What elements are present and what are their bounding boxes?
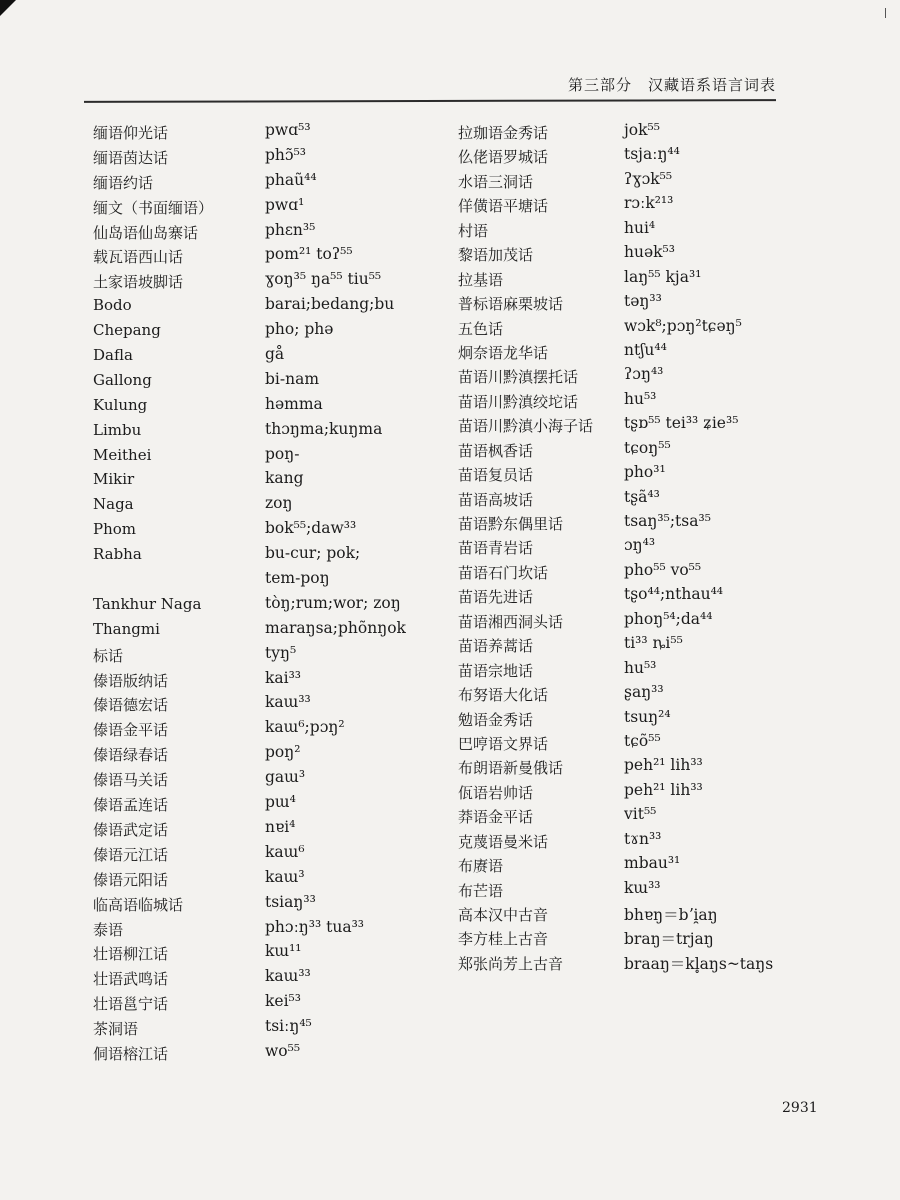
word-form: phɔ̃⁵³ <box>265 145 307 164</box>
word-form: tɤn³³ <box>624 829 662 848</box>
word-entry <box>93 593 423 618</box>
language-name: Meithei <box>93 445 152 464</box>
word-entry <box>93 319 423 344</box>
language-name: Bodo <box>93 296 132 315</box>
word-entry <box>93 867 423 892</box>
word-entry <box>93 468 423 493</box>
word-entry <box>93 269 423 294</box>
word-entry <box>458 242 838 266</box>
language-name: 缅语仰光话 <box>93 124 169 142</box>
language-name: 巴哼语文界话 <box>458 734 549 753</box>
word-form: gå <box>265 345 285 364</box>
word-form: pho⁵⁵ vo⁵⁵ <box>624 560 702 579</box>
word-entry <box>458 218 838 242</box>
word-form: pho³¹ <box>624 463 666 482</box>
language-name: 五色话 <box>458 319 504 338</box>
language-name: 莽语金平话 <box>458 808 534 827</box>
word-entry <box>93 220 423 245</box>
language-name: 布朗语新曼俄话 <box>458 759 564 778</box>
word-entry <box>93 817 423 842</box>
word-form: kaɯ⁶;pɔŋ² <box>265 718 345 737</box>
word-entry <box>458 120 838 144</box>
language-name: 克蔑语曼米话 <box>458 832 549 851</box>
word-entry <box>93 643 423 668</box>
word-form: hu⁵³ <box>624 389 657 408</box>
word-entry <box>93 419 423 444</box>
word-form: kɯ³³ <box>624 878 661 897</box>
word-form: huək⁵³ <box>624 243 675 262</box>
language-name: 仙岛语仙岛寨话 <box>93 223 199 242</box>
word-entry <box>458 658 838 682</box>
language-name: 壮语柳江话 <box>93 945 169 964</box>
word-entry <box>93 742 423 767</box>
language-name: 苗语青岩话 <box>458 539 534 558</box>
word-entry <box>93 444 423 469</box>
language-name: 苗语黔东偶里话 <box>458 515 564 533</box>
word-entry <box>93 493 423 518</box>
word-form: ɣoŋ³⁵ ŋa⁵⁵ tiu⁵⁵ <box>265 270 382 289</box>
language-name: 侗语榕江话 <box>93 1044 169 1063</box>
word-entry <box>458 487 838 511</box>
word-form: pɯ⁴ <box>265 793 296 812</box>
word-form: tʂɒ⁵⁵ tei³³ ʑie³⁵ <box>624 414 739 433</box>
word-form: kaɯ³ <box>265 867 305 886</box>
language-name: 傣语元江话 <box>93 845 169 864</box>
word-form: hui⁴ <box>624 218 656 237</box>
language-name: Chepang <box>93 321 161 340</box>
word-form: kaɯ⁶ <box>265 842 305 861</box>
word-entry <box>458 731 838 755</box>
language-name: 缅语约话 <box>93 173 154 192</box>
language-name: Thangmi <box>93 619 160 638</box>
word-form: barai;bedang;bu <box>265 295 395 314</box>
word-form: peh²¹ lih³³ <box>624 780 703 799</box>
language-name: 仫佬语罗城话 <box>458 148 549 167</box>
word-entry <box>458 267 838 291</box>
language-name: 缅语茵达话 <box>93 148 169 167</box>
language-name: 黎语加茂话 <box>458 246 534 265</box>
word-form: braaŋ＝kl̥aŋs~taŋs <box>624 954 774 973</box>
word-form: tòŋ;rum;wor; zoŋ <box>265 593 401 612</box>
language-name: Mikir <box>93 470 135 489</box>
language-name: Kulung <box>93 395 148 414</box>
language-name: 苗语川黔滇绞坨话 <box>458 392 579 411</box>
language-name: 傣语金平话 <box>93 721 169 740</box>
word-entry <box>93 966 423 991</box>
language-name: 苗语川黔滇小海子话 <box>458 417 594 436</box>
word-entry <box>458 560 838 584</box>
language-name: Phom <box>93 520 137 539</box>
word-form: kai³³ <box>265 668 302 687</box>
word-entry <box>458 511 838 535</box>
word-form: tɕõ⁵⁵ <box>624 731 661 750</box>
word-form: ʂaŋ³³ <box>624 683 664 702</box>
language-name: 普标语麻栗坡话 <box>458 295 564 314</box>
word-entry <box>93 543 423 568</box>
language-name: 苗语川黔滇摆托话 <box>458 368 579 387</box>
language-name: 李方桂上古音 <box>458 930 549 949</box>
word-entry <box>93 767 423 792</box>
word-form: kaɯ³³ <box>265 693 311 712</box>
language-name: Tankhur Naga <box>93 594 202 613</box>
word-entry <box>458 413 838 437</box>
language-name: 土家语坡脚话 <box>93 273 184 292</box>
word-form: həmma <box>265 394 323 413</box>
language-name: 拉珈语金秀话 <box>458 124 549 142</box>
word-form: tem-poŋ <box>265 569 330 588</box>
word-form: pwɑ¹ <box>265 195 305 214</box>
word-entry <box>93 294 423 319</box>
language-name: 傣语武定话 <box>93 820 169 839</box>
word-form: ti³³ ȵi⁵⁵ <box>624 634 683 653</box>
word-entry <box>93 792 423 817</box>
word-form: ʔɔŋ⁴³ <box>624 365 664 384</box>
language-name: Limbu <box>93 420 142 439</box>
language-name: 茶洞语 <box>93 1020 139 1039</box>
word-form: pho; phə <box>265 320 334 339</box>
word-form: tsuŋ²⁴ <box>624 707 671 726</box>
word-form: wo⁵⁵ <box>265 1041 301 1060</box>
language-name: 水语三洞话 <box>458 172 534 191</box>
language-name: 布努语大化话 <box>458 686 549 705</box>
running-header <box>0 62 900 102</box>
word-form: tsjaːŋ⁴⁴ <box>624 145 680 164</box>
word-entry <box>458 462 838 486</box>
word-form: tʂã⁴³ <box>624 487 660 506</box>
word-form: phɛn³⁵ <box>265 220 316 239</box>
word-form: rɔːk²¹³ <box>624 194 674 213</box>
word-form: gaɯ³ <box>265 768 306 787</box>
word-form: tsaŋ³⁵;tsa³⁵ <box>624 512 711 530</box>
language-name: 苗语高坡话 <box>458 490 534 509</box>
language-name: Rabha <box>93 545 142 564</box>
word-entry <box>93 518 423 543</box>
word-entry <box>93 195 423 220</box>
word-form: bhɐŋ＝bʼi̯aŋ <box>624 906 718 924</box>
word-form: tʂo⁴⁴;nthau⁴⁴ <box>624 585 724 604</box>
language-name: 布芒语 <box>458 881 504 900</box>
word-form: peh²¹ lih³³ <box>624 756 703 775</box>
language-name: 泰语 <box>93 920 124 939</box>
word-form: wɔk⁸;pɔŋ²tɕəŋ⁵ <box>624 316 742 335</box>
word-entry <box>93 344 423 369</box>
word-form: braŋ＝trjaŋ <box>624 930 714 949</box>
word-entry <box>458 878 838 902</box>
language-name: 载瓦语西山话 <box>93 248 184 267</box>
word-entry <box>458 755 838 779</box>
language-name: 壮语邕宁话 <box>93 995 169 1014</box>
language-name: 傣语绿春话 <box>93 746 169 765</box>
word-entry <box>458 633 838 657</box>
word-entry <box>93 170 423 195</box>
word-form: kɯ¹¹ <box>265 942 302 961</box>
word-form: phoŋ⁵⁴;da⁴⁴ <box>624 609 713 628</box>
word-form: vit⁵⁵ <box>624 805 657 824</box>
page-number: 2931 <box>782 1100 818 1116</box>
left-column <box>93 120 423 1066</box>
word-form: kang <box>265 469 304 488</box>
language-name: 苗语枫香话 <box>458 441 534 460</box>
word-entry <box>458 804 838 828</box>
word-form: bok⁵⁵;daw³³ <box>265 519 357 538</box>
word-form: phɔːŋ³³ tua³³ <box>265 917 365 936</box>
word-form: zoŋ <box>265 494 293 513</box>
language-name: 临高语临城话 <box>93 895 184 914</box>
word-entry <box>458 926 838 950</box>
word-entry <box>458 364 838 388</box>
word-entry <box>458 316 838 340</box>
language-name: 拉基语 <box>458 270 504 289</box>
word-form: jok⁵⁵ <box>624 121 660 139</box>
word-form: poŋ² <box>265 743 301 762</box>
language-name: 炯奈语龙华话 <box>458 343 549 362</box>
word-entry <box>93 991 423 1016</box>
word-entry <box>458 438 838 462</box>
language-name: 苗语复员话 <box>458 466 534 485</box>
language-name: 村语 <box>458 221 489 240</box>
word-entry <box>458 829 838 853</box>
word-form: pwɑ⁵³ <box>265 121 311 139</box>
page-corner-mark <box>0 0 16 16</box>
language-name: Dafla <box>93 346 133 365</box>
word-entry <box>458 389 838 413</box>
word-form: tsiaŋ³³ <box>265 892 316 911</box>
language-name: 傣语德宏话 <box>93 696 169 715</box>
language-name: 傣语马关话 <box>93 771 169 790</box>
word-form: tsiːŋ⁴⁵ <box>265 1017 312 1036</box>
word-entry <box>93 618 423 643</box>
page-edge-mark <box>885 8 886 18</box>
word-entry <box>458 902 838 926</box>
word-entry <box>93 892 423 917</box>
word-form: bu-cur; pok; <box>265 544 361 563</box>
language-name: 傣语元阳话 <box>93 870 169 889</box>
language-name: 苗语宗地话 <box>458 661 534 680</box>
word-entry <box>458 780 838 804</box>
language-name: 高本汉中古音 <box>458 906 549 924</box>
word-form: kei⁵³ <box>265 992 301 1011</box>
word-form: tɕoŋ⁵⁵ <box>624 438 671 457</box>
word-entry <box>93 568 423 593</box>
language-name: 郑张尚芳上古音 <box>458 954 564 973</box>
word-entry <box>458 193 838 217</box>
word-entry <box>458 584 838 608</box>
word-form: mbau³¹ <box>624 854 681 873</box>
header-title: 第三部分 汉藏语系语言词表 <box>567 76 776 94</box>
word-entry <box>458 169 838 193</box>
language-name: 傣语孟连话 <box>93 796 169 815</box>
word-form: kaɯ³³ <box>265 967 311 986</box>
language-name: 佤语岩帅话 <box>458 783 534 802</box>
word-form: poŋ- <box>265 444 300 463</box>
word-entry <box>93 244 423 269</box>
word-form: maraŋsa;phõnŋok <box>265 618 406 637</box>
word-form: pom²¹ toʔ⁵⁵ <box>265 245 353 264</box>
word-entry <box>458 340 838 364</box>
language-name: Gallong <box>93 370 152 389</box>
language-name: 标话 <box>93 646 124 665</box>
word-entry <box>93 692 423 717</box>
language-name: 佯僙语平塘话 <box>458 197 549 216</box>
word-form: phaũ⁴⁴ <box>265 170 317 189</box>
word-entry <box>93 717 423 742</box>
word-form: ʔɣɔk⁵⁵ <box>624 169 673 188</box>
word-entry <box>93 145 423 170</box>
header-rule <box>84 99 776 103</box>
right-column <box>458 120 838 975</box>
word-form: ɔŋ⁴³ <box>624 536 656 555</box>
word-entry <box>93 394 423 419</box>
word-entry <box>458 144 838 168</box>
word-form: bi-nam <box>265 369 320 388</box>
language-name: 苗语湘西洞头话 <box>458 612 564 631</box>
word-entry <box>93 1041 423 1066</box>
word-entry <box>458 707 838 731</box>
language-name: 壮语武鸣话 <box>93 970 169 989</box>
word-form: hu⁵³ <box>624 658 657 677</box>
word-entry <box>93 842 423 867</box>
word-entry <box>458 853 838 877</box>
word-entry <box>93 120 423 145</box>
word-entry <box>93 941 423 966</box>
word-entry <box>458 682 838 706</box>
language-name: 苗语石门坎话 <box>458 563 549 582</box>
word-entry <box>458 951 838 975</box>
word-entry <box>458 291 838 315</box>
word-form: ntʃu⁴⁴ <box>624 340 667 359</box>
language-name: Naga <box>93 495 134 514</box>
word-entry <box>93 917 423 942</box>
language-name: 苗语先进话 <box>458 588 534 607</box>
word-form: thɔŋma;kuŋma <box>265 419 383 438</box>
language-name: 缅文（书面缅语） <box>93 198 214 217</box>
word-entry <box>93 668 423 693</box>
language-name: 苗语养蒿话 <box>458 637 534 656</box>
word-form: laŋ⁵⁵ kja³¹ <box>624 267 702 286</box>
word-entry <box>93 369 423 394</box>
language-name: 勉语金秀话 <box>458 710 534 729</box>
word-entry <box>93 1016 423 1041</box>
word-form: nɐi⁴ <box>265 817 296 836</box>
word-entry <box>458 609 838 633</box>
word-form: təŋ³³ <box>624 292 662 311</box>
language-name: 傣语版纳话 <box>93 671 169 690</box>
language-name: 布赓语 <box>458 857 504 876</box>
word-form: tyŋ⁵ <box>265 643 297 662</box>
word-entry <box>458 535 838 559</box>
